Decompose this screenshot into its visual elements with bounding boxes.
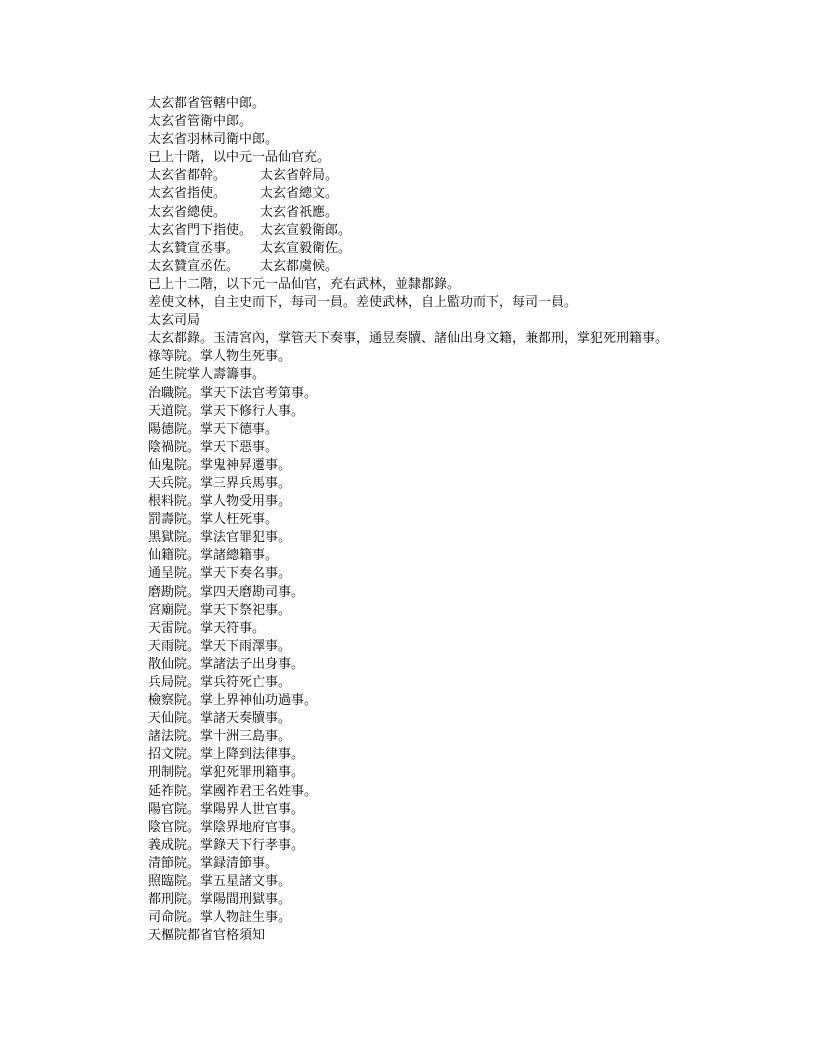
text-line bbox=[148, 240, 808, 258]
document-page bbox=[148, 95, 808, 945]
column-left-text: 太玄省門下指使。 bbox=[148, 222, 253, 238]
text-line: 延生院掌人壽籌事。 bbox=[148, 367, 266, 383]
column-right-text: 太玄宣毅衛佐。 bbox=[260, 240, 352, 256]
text-line: 太玄都省管轄中郎。 bbox=[148, 96, 266, 111]
text-line: 天雷院。掌天符事。 bbox=[148, 620, 266, 636]
text-line: 天雨院。掌天下雨澤事。 bbox=[148, 638, 292, 654]
text-line: 招文院。掌上降到法律事。 bbox=[148, 747, 305, 763]
text-line: 太玄司局 bbox=[148, 313, 201, 329]
text-line: 宮廟院。掌天下祭祀事。 bbox=[148, 602, 292, 618]
text-line bbox=[148, 167, 808, 185]
text-line bbox=[148, 258, 808, 276]
text-line: 仙鬼院。掌鬼神昇遷事。 bbox=[148, 457, 292, 473]
text-line: 差使文林，自主史而下，每司一員。差使武林，自上監功而下，每司一員。 bbox=[148, 295, 578, 311]
text-line: 陽德院。掌天下德事。 bbox=[148, 421, 279, 437]
text-line: 已上十階，以中元一品仙官充。 bbox=[148, 150, 331, 166]
text-line: 已上十二階，以下元一品仙官，充右武林，並隸都錄。 bbox=[148, 276, 461, 292]
column-left-text: 太玄贊宣丞事。 bbox=[148, 240, 240, 256]
text-line: 祿等院。掌人物生死事。 bbox=[148, 349, 292, 365]
column-left-text: 太玄贊宣丞佐。 bbox=[148, 258, 240, 274]
column-right-text: 太玄宣毅衛郎。 bbox=[260, 222, 352, 238]
text-line: 陽官院。掌陽界人世官事。 bbox=[148, 801, 305, 817]
text-line bbox=[148, 222, 808, 240]
text-line: 諸法院。掌十洲三島事。 bbox=[148, 729, 292, 745]
text-line: 陰禍院。掌天下惡事。 bbox=[148, 439, 279, 455]
text-line bbox=[148, 185, 808, 203]
column-right-text: 太玄省總文。 bbox=[260, 186, 339, 202]
text-line: 清節院。掌録清節事。 bbox=[148, 855, 279, 871]
text-line: 司命院。掌人物註生事。 bbox=[148, 910, 292, 926]
text-line: 照臨院。掌五星諸文事。 bbox=[148, 874, 292, 890]
column-left-text: 太玄省都幹。 bbox=[148, 168, 227, 184]
text-line: 都刑院。掌陽間刑獄事。 bbox=[148, 892, 292, 908]
text-line: 太玄省管衛中郎。 bbox=[148, 114, 253, 130]
text-line: 天兵院。掌三界兵馬事。 bbox=[148, 475, 292, 491]
text-line: 天道院。掌天下修行人事。 bbox=[148, 403, 305, 419]
text-line: 太玄省羽林司衛中郎。 bbox=[148, 132, 279, 148]
text-line: 治職院。掌天下法官考第事。 bbox=[148, 385, 318, 401]
text-line: 太玄都錄。玉清宮內，掌管天下奏事，通昱奏牘、諸仙出身文籍，兼都刑，掌犯死刑籍事。 bbox=[148, 331, 669, 347]
text-line: 檢察院。掌上界神仙功過事。 bbox=[148, 693, 318, 709]
text-line: 刑制院。掌犯死罪刑籍事。 bbox=[148, 765, 305, 781]
text-line: 延祚院。掌國祚君王名姓事。 bbox=[148, 783, 318, 799]
text-line: 黑獄院。掌法官罪犯事。 bbox=[148, 530, 292, 546]
column-left-text: 太玄省總使。 bbox=[148, 204, 227, 220]
text-line: 通呈院。掌天下奏名事。 bbox=[148, 566, 292, 582]
text-line bbox=[148, 204, 808, 222]
text-line: 罰壽院。掌人枉死事。 bbox=[148, 512, 279, 528]
text-line: 根料院。掌人物受用事。 bbox=[148, 494, 292, 510]
column-right-text: 太玄省幹局。 bbox=[260, 168, 339, 184]
column-left-text: 太玄省指使。 bbox=[148, 186, 227, 202]
text-line: 陰官院。掌陰界地府官事。 bbox=[148, 819, 305, 835]
text-line: 仙籍院。掌諸總籍事。 bbox=[148, 548, 279, 564]
column-right-text: 太玄都虞候。 bbox=[260, 258, 339, 274]
text-line: 兵局院。掌兵符死亡事。 bbox=[148, 675, 292, 690]
text-line: 磨勘院。掌四天磨勘司事。 bbox=[148, 584, 305, 600]
text-line: 天樞院都省官格須知 bbox=[148, 928, 266, 944]
text-line: 天仙院。掌諸天奏牘事。 bbox=[148, 711, 292, 727]
text-line: 義成院。掌錄天下行孝事。 bbox=[148, 837, 305, 853]
column-right-text: 太玄省祇應。 bbox=[260, 204, 339, 220]
text-line: 散仙院。掌諸法子出身事。 bbox=[148, 656, 305, 672]
